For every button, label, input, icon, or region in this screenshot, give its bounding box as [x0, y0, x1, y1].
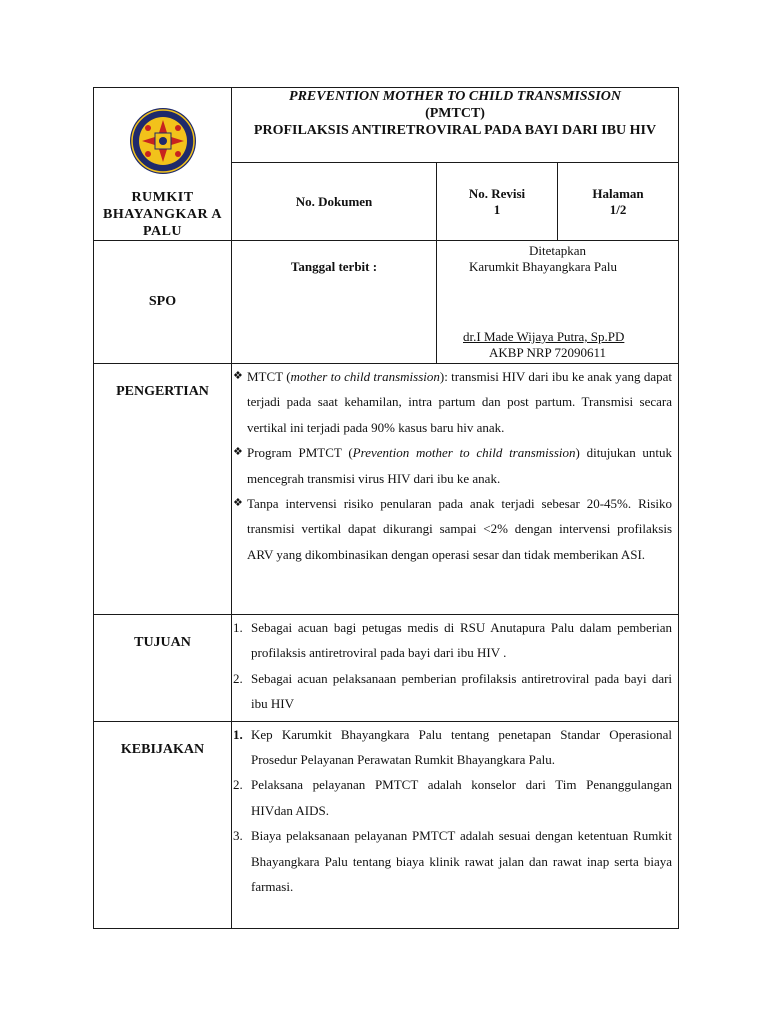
title-line-3: PROFILAKSIS ANTIRETROVIRAL PADA BAYI DARI IBU HIV	[253, 123, 657, 138]
revision-label: No. Revisi	[468, 185, 526, 201]
item-text: MTCT (	[247, 369, 291, 384]
item-text: Biaya pelaksanaan pelayanan PMTCT adalah sesuai dengan ketentuan Rumkit Bhayangkara Palu tentang biaya klinik rawat jalan dan rawat inap serta biaya farmasi.	[251, 828, 673, 895]
list-item	[232, 823, 672, 899]
revision-value: 1	[493, 201, 501, 217]
issue-date-cell	[232, 241, 437, 364]
signatory-name: dr.I Made Wijaya Putra, Sp.PD	[463, 329, 625, 344]
pengertian-content	[232, 364, 679, 615]
item-italic-text: Prevention mother to child transmission	[352, 445, 576, 461]
list-item	[232, 364, 672, 440]
item-number: 2.	[233, 777, 243, 793]
spo-label: SPO	[148, 294, 177, 309]
page-cell	[558, 163, 679, 241]
issue-date-label: Tanggal terbit :	[290, 259, 378, 274]
item-text: Sebagai acuan bagi petugas medis di RSU Anutapura Palu dalam pemberian profilaksis antiretroviral pada bayi dari ibu HIV .	[251, 620, 673, 661]
list-item	[232, 666, 672, 717]
approval-cell	[437, 241, 679, 364]
spo-label-cell	[94, 241, 232, 364]
pengertian-label-cell	[94, 364, 232, 615]
list-item	[232, 615, 672, 666]
list-item	[232, 491, 672, 567]
signatory-rank-nrp: AKBP NRP 72090611	[489, 345, 607, 360]
item-text: Pelaksana pelayanan PMTCT adalah konselor dari Tim Penanggulangan HIVdan AIDS.	[251, 777, 673, 818]
item-number: 1.	[233, 726, 243, 742]
list-item	[232, 722, 672, 773]
item-text: Program PMTCT (	[247, 445, 353, 461]
doc-number-cell	[232, 163, 437, 241]
diamond-bullet-icon: ❖	[233, 497, 243, 510]
kebijakan-content	[232, 721, 679, 928]
diamond-bullet-icon: ❖	[233, 370, 243, 382]
title-line-1: PREVENTION MOTHER TO CHILD TRANSMISSION	[289, 89, 621, 104]
kebijakan-label: KEBIJAKAN	[120, 741, 205, 757]
list-item	[232, 440, 672, 491]
revision-cell	[437, 163, 558, 241]
item-number: 1.	[233, 620, 243, 635]
hospital-logo-cell	[94, 88, 232, 241]
hospital-emblem-icon	[128, 106, 198, 176]
item-text: ): transmisi HIV dari ibu ke anak yang dapat terjadi pada saat kehamilan, intra partum dan post partum. Transmisi secara vertikal ini terjadi pada 90% kasus baru hiv anak.	[247, 369, 673, 435]
tujuan-label: TUJUAN	[134, 635, 191, 650]
kebijakan-label-cell	[94, 721, 232, 928]
page-value: 1/2	[609, 201, 627, 217]
item-text: Kep Karumkit Bhayangkara Palu tentang penetapan Standar Operasional Prosedur Pelayanan Perawatan Rumkit Bhayangkara Palu.	[251, 726, 673, 768]
item-italic-text: mother to child transmission	[290, 369, 440, 384]
page-label: Halaman	[592, 185, 644, 201]
pengertian-label: PENGERTIAN	[116, 384, 209, 399]
tujuan-label-cell	[94, 615, 232, 722]
item-text: ) ditujukan untuk mencegrah transmisi virus HIV dari ibu ke anak.	[247, 445, 673, 486]
official-title: Karumkit Bhayangkara Palu	[469, 259, 618, 274]
tujuan-content	[232, 615, 679, 722]
title-line-2: (PMTCT)	[425, 106, 485, 121]
set-by-text: Ditetapkan	[528, 243, 587, 258]
item-number: 3.	[233, 828, 243, 844]
spo-document-table	[93, 87, 679, 929]
hospital-name: RUMKIT BHAYANGKAR A PALU	[103, 190, 222, 239]
doc-number-label: No. Dokumen	[295, 193, 373, 209]
list-item	[232, 772, 672, 823]
item-text: Tanpa intervensi risiko penularan pada anak terjadi sebesar 20-45%. Risiko transmisi vertikal dapat dikurangi sampai <2% dengan intervensi profilaksis ARV yang dikombinasikan dengan operasi sesar dan tidak memberikan ASI.	[247, 496, 673, 562]
item-text: Sebagai acuan pelaksanaan pemberian profilaksis antiretroviral pada bayi dari ibu HIV	[251, 670, 673, 712]
item-number: 2.	[233, 670, 243, 686]
document-title	[232, 88, 679, 163]
diamond-bullet-icon: ❖	[233, 446, 243, 459]
